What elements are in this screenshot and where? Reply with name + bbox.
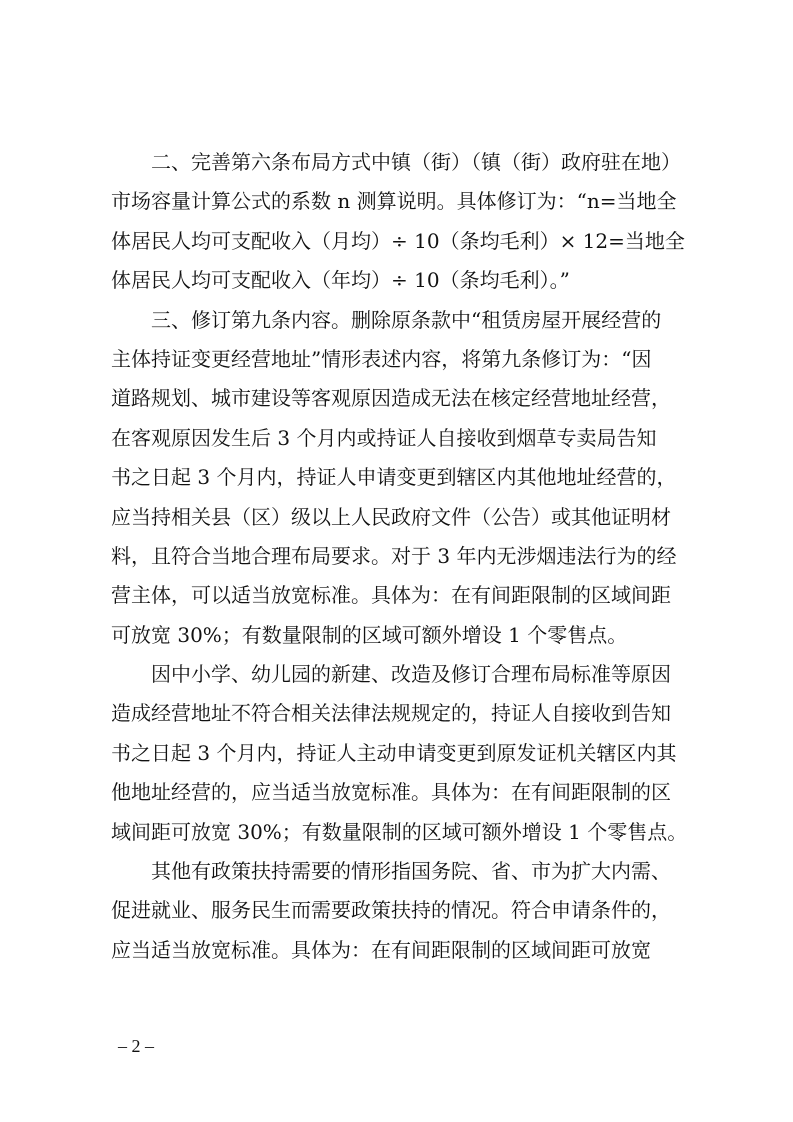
paragraph-line: 书之日起 3 个月内，持证人主动申请变更到原发证机关辖区内其	[111, 740, 677, 765]
paragraph-line: 主体持证变更经营地址”情形表述内容，将第九条修订为：“因	[111, 346, 652, 371]
paragraph-line: 体居民人均可支配收入（年均）÷ 10（条均毛利）。”	[111, 268, 570, 293]
paragraph-line: 因中小学、幼儿园的新建、改造及修订合理布局标准等原因	[151, 662, 671, 687]
page-number: – 2 –	[118, 1036, 154, 1056]
paragraph-line: 二、完善第六条布局方式中镇（街）（镇（街）政府驻在地）	[151, 150, 681, 174]
paragraph-line: 道路规划、城市建设等客观原因造成无法在核定经营地址经营，	[111, 386, 671, 411]
document-body	[111, 143, 689, 970]
paragraph-line: 应当持相关县（区）级以上人民政府文件（公告）或其他证明材	[111, 504, 671, 529]
paragraph-line: 三、修订第九条内容。删除原条款中“租赁房屋开展经营的	[151, 307, 662, 332]
paragraph-line: 应当适当放宽标准。具体为：在有间距限制的区域间距可放宽	[111, 937, 651, 962]
paragraph-line: 料，且符合当地合理布局要求。对于 3 年内无涉烟违法行为的经	[111, 543, 677, 568]
paragraph-line: 促进就业、服务民生而需要政策扶持的情况。符合申请条件的，	[111, 898, 671, 923]
paragraph-line: 可放宽 30%；有数量限制的区域可额外增设 1 个零售点。	[111, 622, 628, 647]
paragraph-line: 体居民人均可支配收入（月均）÷ 10（条均毛利）× 12=当地全	[111, 228, 685, 253]
paragraph-line: 其他有政策扶持需要的情形指国务院、省、市为扩大内需、	[151, 859, 671, 884]
paragraph-line: 市场容量计算公式的系数 n 测算说明。具体修订为：“n=当地全	[111, 189, 677, 214]
paragraph-line: 营主体，可以适当放宽标准。具体为：在有间距限制的区域间距	[111, 583, 671, 608]
paragraph-line: 造成经营地址不符合相关法律法规规定的，持证人自接收到告知	[111, 701, 671, 726]
paragraph-line: 域间距可放宽 30%；有数量限制的区域可额外增设 1 个零售点。	[111, 819, 688, 844]
paragraph-line: 在客观原因发生后 3 个月内或持证人自接收到烟草专卖局告知	[111, 425, 657, 450]
paragraph-line: 书之日起 3 个月内，持证人申请变更到辖区内其他地址经营的，	[111, 465, 677, 490]
paragraph-line: 他地址经营的，应当适当放宽标准。具体为：在有间距限制的区	[111, 780, 671, 805]
